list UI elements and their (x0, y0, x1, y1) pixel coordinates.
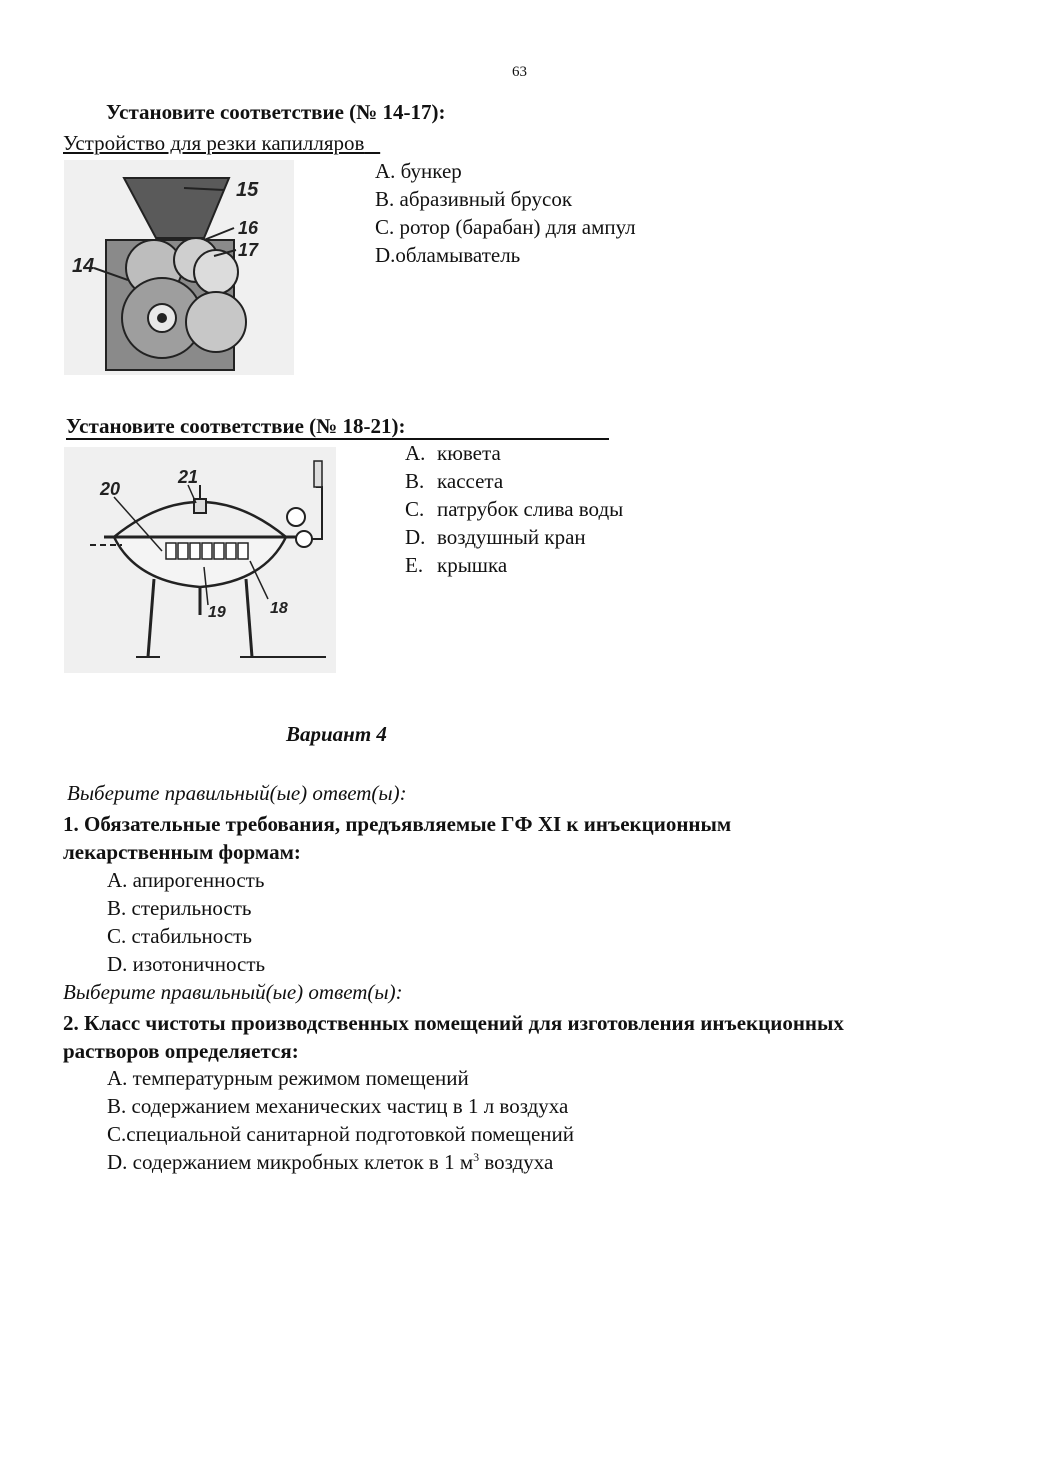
q1-instruction: Выберите правильный(ые) ответ(ы): (67, 781, 407, 805)
leg-left (148, 579, 154, 657)
side-drum (186, 292, 246, 352)
q1-option-d: D. изотоничность (107, 952, 266, 976)
q2-question-line1: 2. Класс чистоты производственных помещений для изготовления инъекционных (63, 1011, 844, 1035)
q2-option-c: C.специальной санитарной подготовкой помещений (107, 1122, 574, 1146)
q2-instruction: Выберите правильный(ые) ответ(ы): (63, 980, 403, 1004)
q2-option-a: A. температурным режимом помещений (107, 1066, 469, 1090)
q2-options (107, 1064, 574, 1176)
section1-option-a: A. бункер (375, 159, 462, 183)
section2-heading: Установите соответствие (№ 18-21): (66, 414, 609, 440)
page-number: 63 (512, 64, 527, 80)
q1-options (107, 866, 265, 978)
cassette-shape (166, 543, 248, 559)
section1-options (375, 157, 636, 269)
variant-title: Вариант 4 (286, 722, 387, 746)
q2-option-d-tail: воздуха (479, 1150, 554, 1174)
section2-option-e: E. крышка (405, 553, 508, 577)
section1-option-d: D.обламыватель (375, 243, 521, 267)
roller-top-right (194, 250, 238, 294)
fig2-label-19: 19 (208, 604, 226, 621)
q1-option-b: B. стерильность (107, 896, 252, 920)
section1-subheading-text: Устройство для резки капилляров (63, 131, 365, 155)
section1-option-c: C. ротор (барабан) для ампул (375, 215, 636, 239)
section2-options (405, 439, 623, 579)
q2-question-line2: растворов определяется: (63, 1039, 299, 1063)
section2-option-d: D. воздушный кран (405, 525, 586, 549)
capillary-cutter-figure (64, 160, 294, 375)
section1-heading: Установите соответствие (№ 14-17): (106, 100, 446, 124)
section2-option-c: C. патрубок слива воды (405, 497, 624, 521)
fig1-label-14: 14 (72, 255, 95, 277)
fig2-label-21: 21 (178, 467, 199, 487)
pressure-gauge (287, 508, 305, 526)
leader-21 (188, 485, 196, 503)
fig1-label-17: 17 (238, 240, 259, 260)
leg-right (246, 579, 252, 657)
section1-option-b: B. абразивный брусок (375, 187, 573, 211)
side-pipe (312, 487, 322, 539)
fig1-label-16: 16 (238, 218, 259, 238)
hopper-shape (124, 178, 229, 238)
q1-question-line1: 1. Обязательные требования, предъявляемые ГФ XI к инъекционным (63, 812, 732, 836)
q2-option-d (107, 1148, 574, 1176)
fitting-circle (296, 531, 312, 547)
fig2-label-18: 18 (270, 600, 288, 617)
q2-option-b: B. содержанием механических частиц в 1 л воздуха (107, 1094, 569, 1118)
fig2-label-20: 20 (100, 479, 121, 499)
section1-subheading (63, 129, 380, 157)
sterilizer-drawing (64, 447, 336, 673)
q1-option-c: C. стабильность (107, 924, 252, 948)
fig1-label-15: 15 (236, 179, 259, 201)
q2-option-d-main: D. содержанием микробных клеток в 1 м (107, 1150, 474, 1174)
sterilizer-figure (64, 447, 336, 673)
section2-option-b: B. кассета (405, 469, 504, 493)
q1-option-a: A. апирогенность (107, 868, 265, 892)
section2-option-a: A. кювета (405, 441, 501, 465)
capillary-cutter-drawing (64, 160, 294, 375)
q1-question (63, 810, 731, 866)
drum-axle (157, 313, 167, 323)
thermometer (314, 461, 322, 487)
q1-question-line2: лекарственным формам: (63, 840, 301, 864)
q2-option-d-sup: 3 (473, 1150, 480, 1164)
q2-question (63, 1009, 844, 1065)
